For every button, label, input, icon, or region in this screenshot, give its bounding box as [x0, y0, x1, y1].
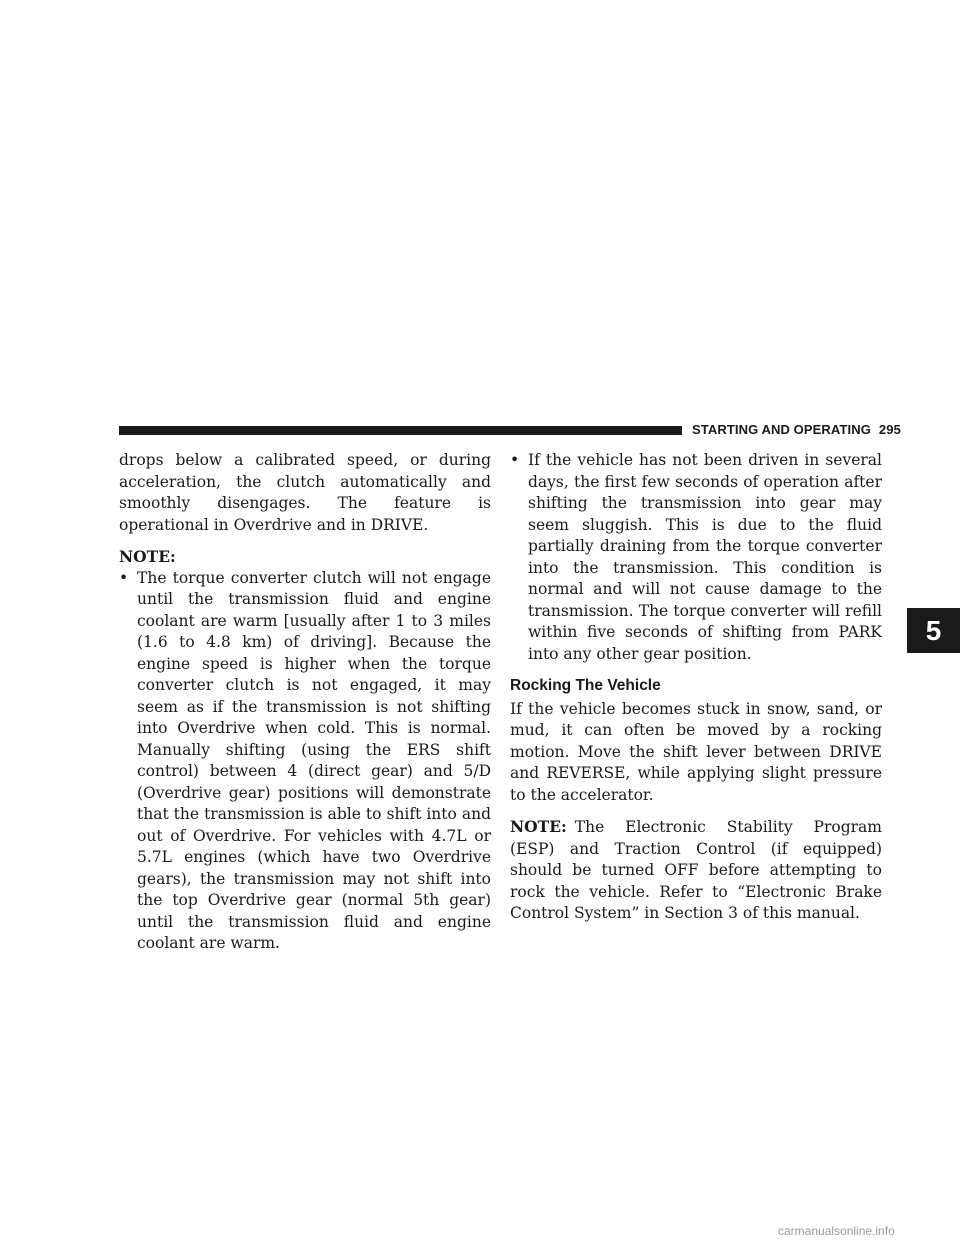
section-title: STARTING AND OPERATING [692, 422, 871, 437]
page-number: 295 [878, 422, 901, 437]
bullet-item [119, 568, 491, 955]
body-paragraph: If the vehicle becomes stuck in snow, sand, or mud, it can often be moved by a rocking motion. Move the shift lever between DRIVE and REVERSE, while applying slight pressure to the accelerator. [510, 699, 882, 804]
note-label: NOTE: [119, 547, 176, 566]
section-heading: Rocking The Vehicle [510, 677, 661, 694]
bullet-text: If the vehicle has not been driven in several days, the first few seconds of operation after shifting the transmission into gear may seem sluggish. This is due to the fluid partially draining from the torque converter into the transmission. This condition is normal and will not cause damage to the transmission. The torque converter will refill within five seconds of shifting from PARK into any other gear position. [528, 451, 882, 663]
chapter-tab: 5 [907, 608, 960, 653]
note-text: The Electronic Stability Program (ESP) and Traction Control (if equipped) should be turned OFF before attempting to rock the vehicle. Refer to “Electronic Brake Control System” in Section 3 of this manual. [510, 818, 882, 922]
bullet-dot: • [119, 568, 129, 587]
note-label: NOTE: [510, 817, 567, 836]
watermark: carmanualsonline.info [778, 1224, 895, 1238]
left-column [119, 450, 491, 955]
bullet-dot: • [510, 451, 520, 469]
note-paragraph [510, 816, 882, 925]
bullet-item [510, 450, 882, 665]
bullet-text: The torque converter clutch will not engage until the transmission fluid and engine coolant are warm [usually after 1 to 3 miles (1.6 to 4.8 km) of driving]. Because the engine speed is higher when the torque converter clutch is not engaged, it may seem as if the transmission is not shifting into Overdrive when cold. This is normal. Manually shifting (using the ERS shift control) between 4 (direct gear) and 5/D (Overdrive gear) positions will demonstrate that the transmission is able to shift into and out of Overdrive. For vehicles with 4.7L or 5.7L engines (which have two Overdrive gears), the transmission may not shift into the top Overdrive gear (normal 5th gear) until the transmission fluid and engine coolant are warm. [137, 568, 491, 952]
intro-paragraph: drops below a calibrated speed, or during acceleration, the clutch automatically and smoothly disengages. The feature is operational in Overdrive and in DRIVE. [119, 451, 491, 534]
running-header [692, 422, 901, 437]
header-rule [119, 426, 682, 435]
right-column [510, 450, 882, 925]
